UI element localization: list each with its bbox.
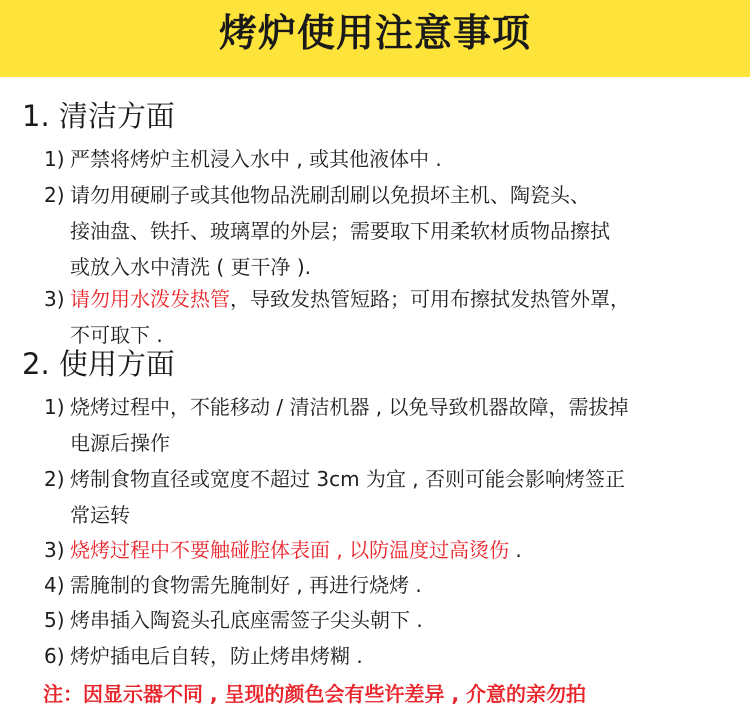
item-number: 5) [44,608,65,632]
item-rest-text: ，导致发热管短路；可用布擦拭发热管外罩， [230,287,630,311]
warning-text: 烧烤过程中不要触碰腔体表面 , 以防温度过高烫伤 [70,538,510,562]
item-text [70,389,629,461]
item-line: 或放入水中清洗 ( 更干净 ). [70,255,312,279]
item-line: 电源后操作 [70,431,170,455]
item-number: 1) [44,147,65,171]
item-number: 2) [44,183,65,207]
section-heading-cleaning: 1. 清洁方面 [22,99,175,133]
page-title: 烤炉使用注意事项 [218,11,531,55]
item-line: 烤制食物直径或宽度不超过 3cm 为宜 , 否则可能会影响烤签正 [70,467,625,491]
item-line: 烤串插入陶瓷头孔底座需签子尖头朝下 . [70,608,423,632]
item-number: 6) [44,644,65,668]
warning-text: 请勿用水泼发热管 [70,287,230,311]
item-line: 请勿用硬刷子或其他物品洗刷刮刷以免损坏主机、陶瓷头、 [70,183,590,207]
item-line: 接油盘、铁扦、玻璃罩的外层；需要取下用柔软材质物品擦拭 [70,219,610,243]
item-text [70,461,625,533]
item-number: 3) [44,538,65,562]
item-text [70,602,423,638]
item-line: 烧烤过程中，不能移动 / 清洁机器 , 以免导致机器故障，需拔掉 [70,395,629,419]
item-line: 严禁将烤炉主机浸入水中 , 或其他液体中 . [70,147,442,171]
item-number: 4) [44,573,65,597]
item-text [70,141,442,177]
item-line: 烤炉插电后自转，防止烤串烤糊 . [70,644,363,668]
item-text [70,532,522,568]
item-rest-text: . [509,538,522,562]
item-text [70,281,630,353]
title-banner [0,0,750,77]
item-text [70,638,363,674]
item-line: 需腌制的食物需先腌制好 , 再进行烧烤 . [70,573,422,597]
item-number: 2) [44,467,65,491]
item-line [70,532,522,568]
item-line: 不可取下 . [70,323,163,347]
item-line [70,281,630,317]
item-number: 3) [44,287,65,311]
item-number: 1) [44,395,65,419]
item-text [70,177,610,285]
disclaimer-note: 注：因显示器不同 , 呈现的颜色会有些许差异 , 介意的亲勿拍 [43,682,587,706]
item-text [70,567,422,603]
item-line: 常运转 [70,503,130,527]
section-heading-usage: 2. 使用方面 [22,347,175,381]
